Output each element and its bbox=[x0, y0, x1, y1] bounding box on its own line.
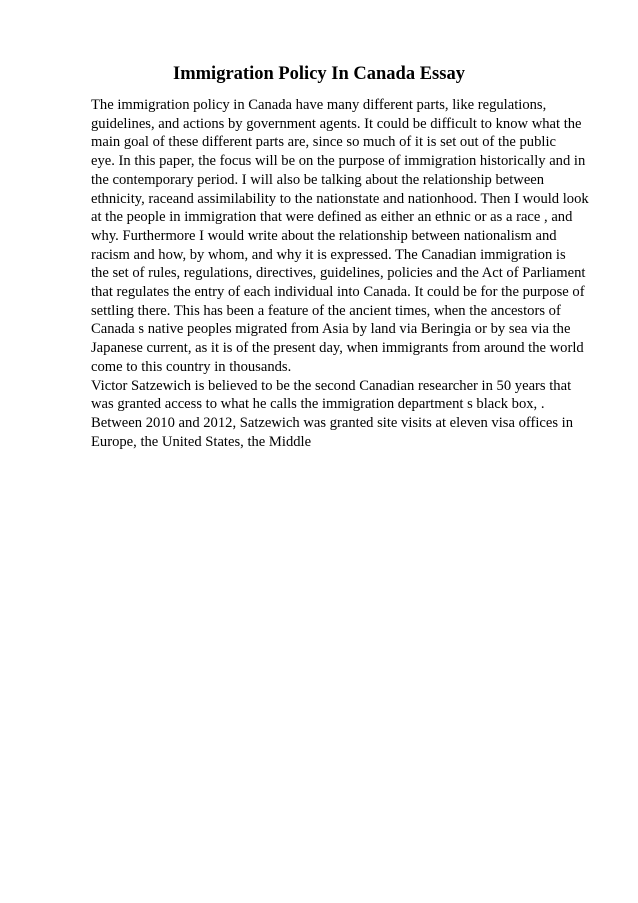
text-line: guidelines, and actions by government agents. It could be difficult to know what the bbox=[91, 115, 582, 132]
text-line: the contemporary period. I will also be talking about the relationship between bbox=[91, 171, 545, 188]
text-line: The immigration policy in Canada have many different parts, like regulations, bbox=[91, 97, 547, 113]
text-line: eye. In this paper, the focus will be on the purpose of immigration historically and in bbox=[91, 153, 586, 170]
text-line: why. Furthermore I would write about the relationship between nationalism and bbox=[91, 227, 557, 244]
text-line: Between 2010 and 2012, Satzewich was granted site visits at eleven visa offices in bbox=[91, 414, 574, 431]
text-line: Japanese current, as it is of the present day, when immigrants from around the world bbox=[91, 340, 584, 357]
text-line: that regulates the entry of each individual into Canada. It could be for the purpose of bbox=[91, 284, 585, 301]
text-line: racism and how, by whom, and why it is expressed. The Canadian immigration is bbox=[91, 246, 566, 263]
text-line: Europe, the United States, the Middle bbox=[91, 433, 312, 450]
text-line: main goal of these different parts are, since so much of it is set out of the public bbox=[91, 134, 556, 151]
text-line: Victor Satzewich is believed to be the second Canadian researcher in 50 years that bbox=[91, 377, 572, 394]
text-line: ethnicity, raceand assimilability to the nationstate and nationhood. Then I would look bbox=[91, 190, 589, 207]
document-body bbox=[91, 96, 596, 451]
text-line: at the people in immigration that were defined as either an ethnic or as a race , and bbox=[91, 209, 573, 226]
text-line: the set of rules, regulations, directives, guidelines, policies and the Act of Parliament bbox=[91, 265, 586, 282]
text-line: come to this country in thousands. bbox=[91, 358, 292, 375]
document-title: Immigration Policy In Canada Essay bbox=[173, 64, 465, 84]
text-line: Canada s native peoples migrated from Asia by land via Beringia or by sea via the bbox=[91, 321, 571, 338]
text-line: settling there. This has been a feature of the ancient times, when the ancestors of bbox=[91, 302, 561, 319]
text-line: was granted access to what he calls the immigration department s black box, . bbox=[91, 396, 545, 413]
